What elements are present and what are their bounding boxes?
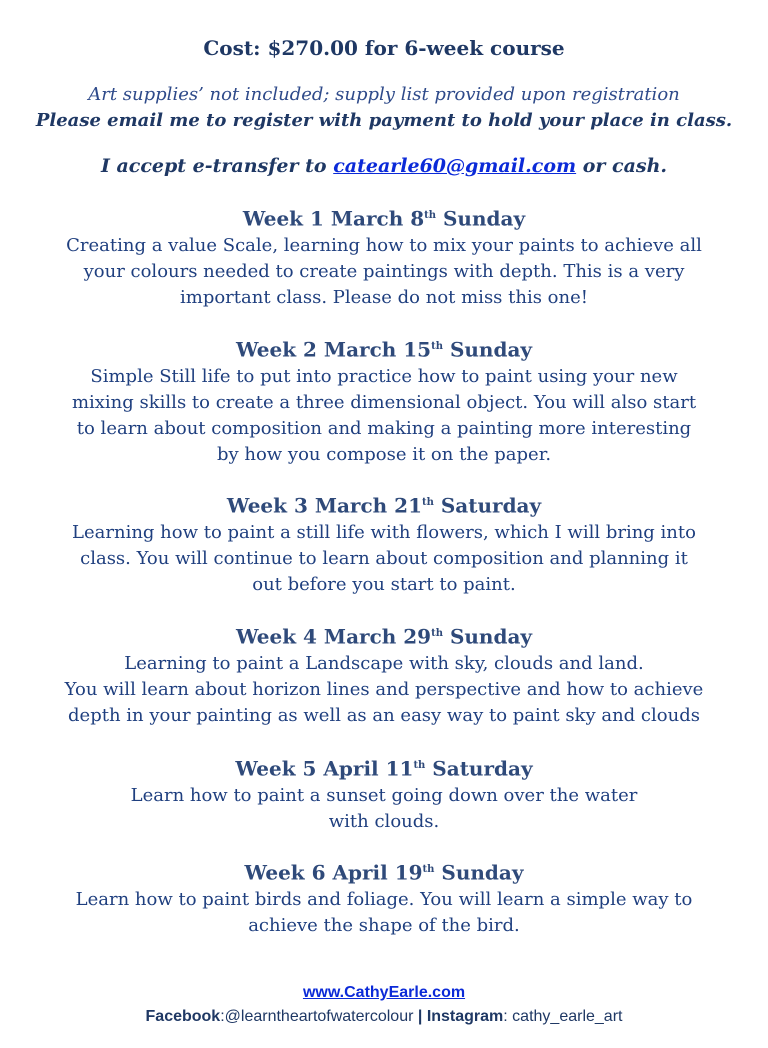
registration-note: Please email me to register with payment to hold your place in class.	[35, 110, 733, 131]
week-line: mixing skills to create a three dimensional object. You will also start	[71, 391, 697, 413]
supplies-note: Art supplies’ not included; supply list provided upon registration	[88, 84, 680, 105]
website	[0, 984, 768, 1002]
week-heading: Week 1 March 8th Sunday	[242, 206, 526, 231]
week-line: Creating a value Scale, learning how to mix your paints to achieve all	[66, 234, 702, 256]
week-line: class. You will continue to learn about composition and planning it	[80, 547, 688, 569]
facebook-handle: :@learntheartofwatercolour	[220, 1008, 414, 1025]
week-line: important class. Please do not miss this one!	[180, 286, 588, 308]
week-5	[0, 752, 768, 835]
week-3	[0, 489, 768, 598]
instagram-handle: : cathy_earle_art	[503, 1008, 623, 1025]
week-heading: Week 6 April 19th Sunday	[244, 860, 524, 885]
week-heading: Week 5 April 11th Saturday	[235, 756, 533, 781]
week-line: Learning how to paint a still life with flowers, which I will bring into	[72, 521, 696, 543]
separator: |	[413, 1008, 427, 1025]
instagram-label: Instagram	[426, 1008, 504, 1025]
facebook-label: Facebook	[145, 1008, 221, 1025]
week-heading: Week 4 March 29th Sunday	[235, 624, 533, 649]
week-1	[0, 202, 768, 311]
week-line: Simple Still life to put into practice how to paint using your new	[90, 365, 678, 387]
week-line: Learn how to paint birds and foliage. You will learn a simple way to	[75, 888, 693, 910]
payment-prefix: I accept e-transfer to	[100, 155, 334, 177]
website-link[interactable]: www.CathyEarle.com	[302, 984, 466, 1001]
week-line: achieve the shape of the bird.	[248, 914, 520, 936]
week-6	[0, 856, 768, 939]
week-line: depth in your painting as well as an easy way to paint sky and clouds	[68, 704, 700, 726]
social-links	[0, 1008, 768, 1026]
week-line: Learn how to paint a sunset going down over the water	[130, 784, 638, 806]
week-heading: Week 2 March 15th Sunday	[235, 337, 533, 362]
week-heading: Week 3 March 21th Saturday	[226, 493, 542, 518]
week-line: to learn about composition and making a painting more interesting	[76, 417, 692, 439]
week-4	[0, 620, 768, 729]
week-line: your colours needed to create paintings with depth. This is a very	[83, 260, 685, 282]
course-cost: Cost: $270.00 for 6-week course	[203, 36, 565, 60]
week-line: You will learn about horizon lines and perspective and how to achieve	[64, 678, 704, 700]
payment-suffix: or cash.	[576, 155, 668, 177]
payment-note	[0, 155, 768, 177]
week-2	[0, 333, 768, 468]
week-line: by how you compose it on the paper.	[216, 443, 552, 465]
week-line: out before you start to paint.	[252, 573, 516, 595]
week-line: with clouds.	[328, 810, 440, 832]
week-line: Learning to paint a Landscape with sky, clouds and land.	[124, 652, 644, 674]
email-link[interactable]: catearle60@gmail.com	[333, 155, 577, 177]
